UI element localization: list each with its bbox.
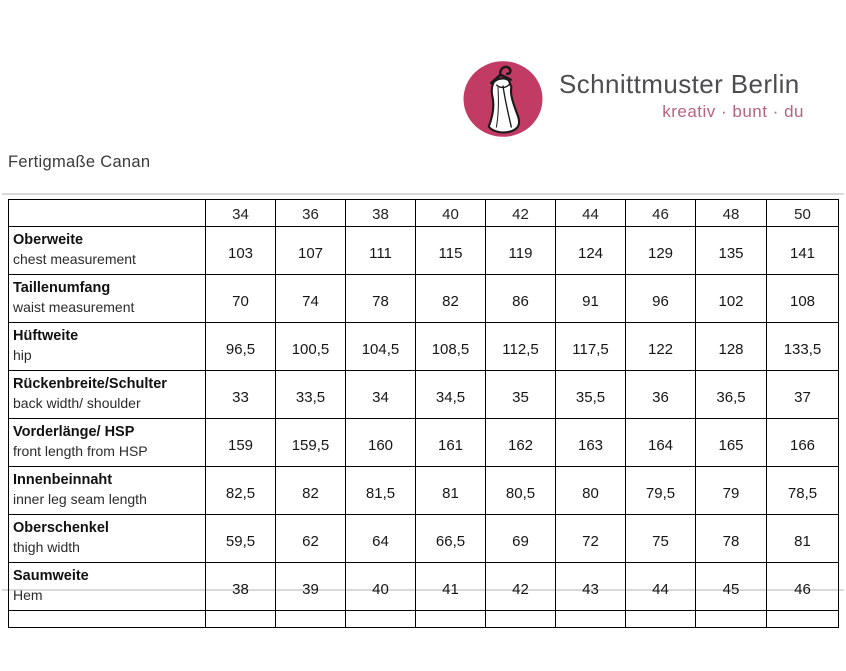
- empty-cell: [346, 611, 416, 628]
- measurement-value: 108: [767, 275, 839, 323]
- measurement-label-cell: [9, 467, 206, 515]
- measurement-value: 74: [276, 275, 346, 323]
- measurement-value: 81: [416, 467, 486, 515]
- measurement-value: 41: [416, 563, 486, 611]
- table-row-hem: [9, 563, 839, 611]
- table-row-front-length: [9, 419, 839, 467]
- measurement-label-de: Innenbeinnaht: [13, 472, 113, 488]
- measurement-value: 100,5: [276, 323, 346, 371]
- measurement-value: 64: [346, 515, 416, 563]
- measurement-label-cell: [9, 563, 206, 611]
- measurement-label-de: Rückenbreite/Schulter: [13, 376, 167, 392]
- measurement-value: 82: [276, 467, 346, 515]
- measurement-value: 34,5: [416, 371, 486, 419]
- measurement-value: 62: [276, 515, 346, 563]
- measurement-value: 80,5: [486, 467, 556, 515]
- measurement-value: 79,5: [626, 467, 696, 515]
- measurement-value: 82,5: [206, 467, 276, 515]
- brand-header: [461, 57, 804, 141]
- size-header: 46: [626, 200, 696, 227]
- table-row-inner-leg: [9, 467, 839, 515]
- measurement-label-cell: [9, 371, 206, 419]
- measurement-value: 107: [276, 227, 346, 275]
- measurement-value: 115: [416, 227, 486, 275]
- measurement-label-de: Oberschenkel: [13, 520, 109, 536]
- measurement-value: 159,5: [276, 419, 346, 467]
- measurement-label-cell: [9, 419, 206, 467]
- measurement-value: 111: [346, 227, 416, 275]
- measurement-value: 91: [556, 275, 626, 323]
- measurement-value: 103: [206, 227, 276, 275]
- measurement-value: 141: [767, 227, 839, 275]
- gridline-top: [2, 193, 844, 195]
- empty-cell: [556, 611, 626, 628]
- measurement-value: 102: [696, 275, 767, 323]
- empty-cell: [416, 611, 486, 628]
- measurement-value: 33: [206, 371, 276, 419]
- measurement-value: 117,5: [556, 323, 626, 371]
- table-row-back-width: [9, 371, 839, 419]
- measurement-label-cell: [9, 323, 206, 371]
- measurement-value: 108,5: [416, 323, 486, 371]
- measurement-value: 40: [346, 563, 416, 611]
- empty-row: [9, 611, 839, 628]
- measurement-value: 104,5: [346, 323, 416, 371]
- empty-cell: [767, 611, 839, 628]
- brand-text-block: [559, 57, 804, 122]
- measurement-value: 133,5: [767, 323, 839, 371]
- measurement-value: 80: [556, 467, 626, 515]
- measurement-value: 43: [556, 563, 626, 611]
- measurement-value: 39: [276, 563, 346, 611]
- measurement-value: 162: [486, 419, 556, 467]
- empty-cell: [626, 611, 696, 628]
- measurement-value: 96,5: [206, 323, 276, 371]
- measurement-value: 163: [556, 419, 626, 467]
- measurement-value: 46: [767, 563, 839, 611]
- measurement-value: 35: [486, 371, 556, 419]
- measurement-value: 34: [346, 371, 416, 419]
- measurement-value: 124: [556, 227, 626, 275]
- measurement-value: 96: [626, 275, 696, 323]
- size-header: 40: [416, 200, 486, 227]
- size-header: 36: [276, 200, 346, 227]
- measurement-value: 119: [486, 227, 556, 275]
- measurement-value: 78: [696, 515, 767, 563]
- measurement-value: 36: [626, 371, 696, 419]
- measurement-label-en: back width/ shoulder: [13, 395, 141, 411]
- measurement-value: 129: [626, 227, 696, 275]
- measurement-value: 42: [486, 563, 556, 611]
- measurement-value: 165: [696, 419, 767, 467]
- empty-cell: [276, 611, 346, 628]
- measurement-value: 66,5: [416, 515, 486, 563]
- measurement-label-en: thigh width: [13, 539, 80, 555]
- size-header-row: [9, 200, 839, 227]
- measurement-label-en: waist measurement: [13, 299, 135, 315]
- measurement-label-cell: [9, 227, 206, 275]
- measurement-label-en: Hem: [13, 587, 43, 603]
- brand-name: Schnittmuster Berlin: [559, 69, 800, 99]
- measurement-value: 160: [346, 419, 416, 467]
- measurement-label-de: Vorderlänge/ HSP: [13, 424, 135, 440]
- measurement-value: 36,5: [696, 371, 767, 419]
- measurement-label-en: inner leg seam length: [13, 491, 147, 507]
- empty-cell: [696, 611, 767, 628]
- measurement-value: 45: [696, 563, 767, 611]
- brand-tagline: kreativ · bunt · du: [662, 101, 804, 121]
- measurement-value: 81: [767, 515, 839, 563]
- empty-cell: [206, 611, 276, 628]
- measurement-value: 37: [767, 371, 839, 419]
- table-row-hip: [9, 323, 839, 371]
- size-header: 34: [206, 200, 276, 227]
- size-header: 48: [696, 200, 767, 227]
- table-row-waist: [9, 275, 839, 323]
- measurement-value: 78,5: [767, 467, 839, 515]
- measurement-label-cell: [9, 515, 206, 563]
- measurement-label-en: front length from HSP: [13, 443, 148, 459]
- size-header: 44: [556, 200, 626, 227]
- measurement-value: 35,5: [556, 371, 626, 419]
- measurement-value: 72: [556, 515, 626, 563]
- measurement-label-de: Hüftweite: [13, 328, 79, 344]
- table-row-chest: [9, 227, 839, 275]
- page-title: Fertigmaße Canan: [8, 153, 151, 171]
- measurement-value: 122: [626, 323, 696, 371]
- measurement-value: 86: [486, 275, 556, 323]
- measurement-value: 128: [696, 323, 767, 371]
- measurement-value: 59,5: [206, 515, 276, 563]
- size-header: 50: [767, 200, 839, 227]
- dress-on-hanger-icon: [461, 57, 545, 141]
- measurement-value: 70: [206, 275, 276, 323]
- corner-cell: [9, 200, 206, 227]
- measurement-label-de: Saumweite: [13, 568, 89, 584]
- measurement-value: 69: [486, 515, 556, 563]
- size-header: 42: [486, 200, 556, 227]
- measurement-label-en: hip: [13, 347, 32, 363]
- measurement-value: 135: [696, 227, 767, 275]
- measurement-value: 75: [626, 515, 696, 563]
- measurement-label-de: Taillenumfang: [13, 280, 111, 296]
- measurement-value: 78: [346, 275, 416, 323]
- measurement-value: 166: [767, 419, 839, 467]
- measurement-value: 79: [696, 467, 767, 515]
- table-row-thigh: [9, 515, 839, 563]
- measurement-value: 33,5: [276, 371, 346, 419]
- measurement-value: 161: [416, 419, 486, 467]
- measurement-label-cell: [9, 275, 206, 323]
- measurement-value: 164: [626, 419, 696, 467]
- measurement-value: 38: [206, 563, 276, 611]
- measurement-value: 44: [626, 563, 696, 611]
- empty-cell: [486, 611, 556, 628]
- measurement-value: 112,5: [486, 323, 556, 371]
- measurement-label-de: Oberweite: [13, 232, 84, 248]
- measurement-value: 81,5: [346, 467, 416, 515]
- empty-cell: [9, 611, 206, 628]
- size-chart-table: [8, 199, 839, 628]
- measurement-label-en: chest measurement: [13, 251, 136, 267]
- size-header: 38: [346, 200, 416, 227]
- measurement-value: 159: [206, 419, 276, 467]
- measurement-value: 82: [416, 275, 486, 323]
